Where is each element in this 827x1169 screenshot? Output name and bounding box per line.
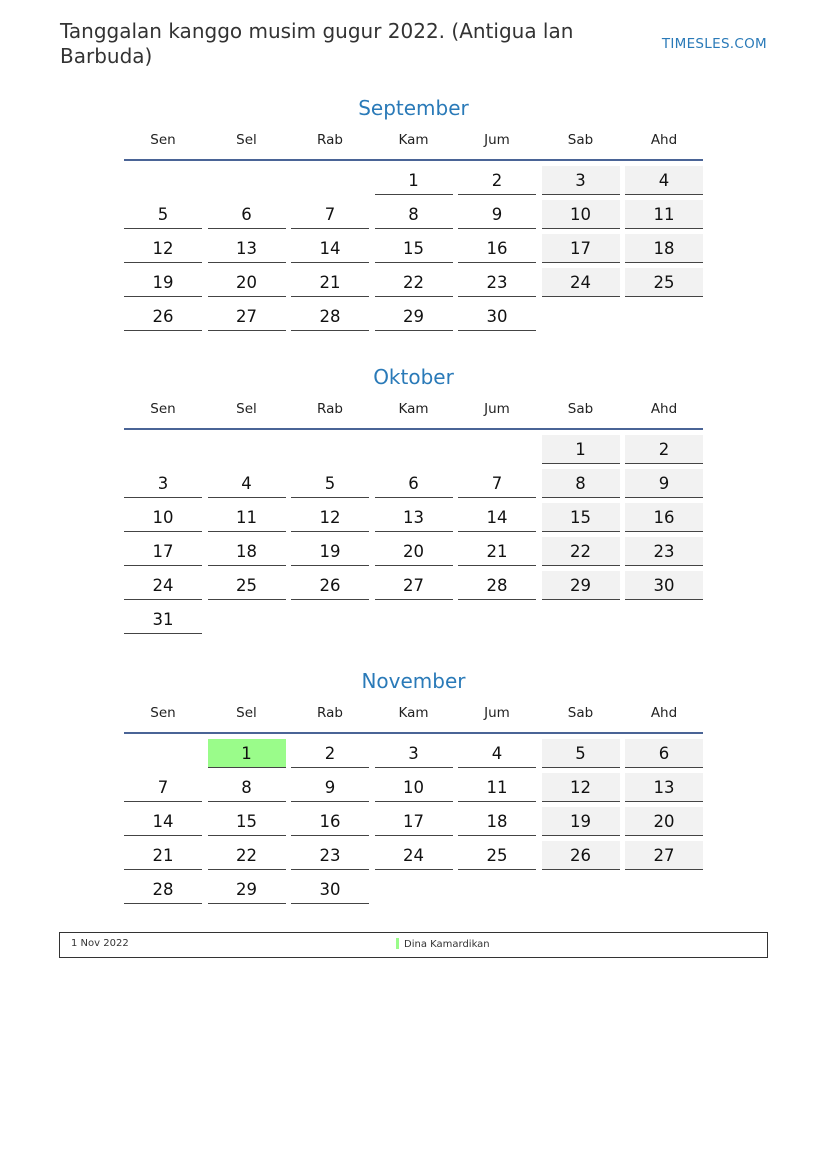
empty-day-cell <box>375 605 453 634</box>
day-cell: 30 <box>291 875 369 904</box>
day-cell: 10 <box>542 200 620 229</box>
weeks-grid <box>124 739 703 904</box>
day-cell: 27 <box>208 302 286 331</box>
day-cell: 28 <box>458 571 536 600</box>
empty-day-cell <box>375 875 453 904</box>
day-cell: 18 <box>208 537 286 566</box>
day-cell: 3 <box>542 166 620 195</box>
weekday-label: Rab <box>317 705 343 721</box>
day-cell: 20 <box>208 268 286 297</box>
day-cell: 24 <box>124 571 202 600</box>
weekday-label: Ahd <box>650 132 678 148</box>
day-cell: 10 <box>375 773 453 802</box>
empty-day-cell <box>458 435 536 464</box>
day-cell: 7 <box>291 200 369 229</box>
month-divider <box>124 159 703 161</box>
weekday-label: Ahd <box>650 705 678 721</box>
week-row <box>124 571 703 600</box>
day-cell: 20 <box>375 537 453 566</box>
day-cell: 24 <box>375 841 453 870</box>
week-row <box>124 503 703 532</box>
weekday-label: Sab <box>567 132 594 148</box>
empty-day-cell <box>124 739 202 768</box>
month-november <box>124 668 703 909</box>
day-cell: 11 <box>625 200 703 229</box>
day-cell: 26 <box>124 302 202 331</box>
day-cell: 26 <box>291 571 369 600</box>
weekday-header <box>124 129 703 151</box>
empty-day-cell <box>291 605 369 634</box>
day-cell: 15 <box>375 234 453 263</box>
week-row <box>124 469 703 498</box>
day-cell: 23 <box>458 268 536 297</box>
week-row <box>124 537 703 566</box>
empty-day-cell <box>458 875 536 904</box>
weekday-label: Sab <box>567 401 594 417</box>
legend-item <box>396 938 490 950</box>
weekday-label: Jum <box>484 132 510 148</box>
empty-day-cell <box>542 875 620 904</box>
weekday-label: Jum <box>484 401 510 417</box>
day-cell: 3 <box>375 739 453 768</box>
day-cell: 18 <box>458 807 536 836</box>
empty-day-cell <box>208 435 286 464</box>
weekday-label: Sen <box>150 132 176 148</box>
weeks-grid <box>124 435 703 634</box>
day-cell: 29 <box>542 571 620 600</box>
day-cell: 14 <box>291 234 369 263</box>
day-cell: 11 <box>458 773 536 802</box>
legend-swatch <box>396 938 399 949</box>
empty-day-cell <box>208 166 286 195</box>
legend-holiday-name: Dina Kamardikan <box>404 939 490 950</box>
day-cell: 9 <box>291 773 369 802</box>
day-cell: 21 <box>458 537 536 566</box>
weekday-label: Sen <box>150 705 176 721</box>
weekday-label: Kam <box>398 401 429 417</box>
day-cell: 22 <box>375 268 453 297</box>
month-title: November <box>361 669 466 693</box>
day-cell: 7 <box>458 469 536 498</box>
day-cell: 31 <box>124 605 202 634</box>
day-cell: 1 <box>375 166 453 195</box>
holiday-legend <box>59 932 768 958</box>
day-cell: 23 <box>291 841 369 870</box>
weekday-label: Sel <box>236 401 257 417</box>
day-cell: 4 <box>625 166 703 195</box>
weekday-header <box>124 398 703 420</box>
day-cell: 25 <box>625 268 703 297</box>
day-cell: 16 <box>291 807 369 836</box>
day-cell: 30 <box>458 302 536 331</box>
empty-day-cell <box>124 435 202 464</box>
day-cell: 25 <box>208 571 286 600</box>
day-cell: 4 <box>208 469 286 498</box>
legend-date: 1 Nov 2022 <box>71 938 129 949</box>
week-row <box>124 166 703 195</box>
day-cell: 17 <box>124 537 202 566</box>
day-cell: 9 <box>625 469 703 498</box>
month-oktober <box>124 364 703 639</box>
day-cell: 4 <box>458 739 536 768</box>
empty-day-cell <box>291 435 369 464</box>
day-cell: 27 <box>375 571 453 600</box>
empty-day-cell <box>625 605 703 634</box>
day-cell: 12 <box>542 773 620 802</box>
day-cell: 13 <box>208 234 286 263</box>
day-cell: 13 <box>375 503 453 532</box>
weekday-label: Jum <box>484 705 510 721</box>
day-cell: 29 <box>208 875 286 904</box>
day-cell: 14 <box>124 807 202 836</box>
empty-day-cell <box>124 166 202 195</box>
day-cell: 12 <box>291 503 369 532</box>
day-cell: 1 <box>208 739 286 768</box>
day-cell: 7 <box>124 773 202 802</box>
weekday-label: Sen <box>150 401 176 417</box>
day-cell: 12 <box>124 234 202 263</box>
day-cell: 9 <box>458 200 536 229</box>
week-row <box>124 200 703 229</box>
weekday-label: Sel <box>236 705 257 721</box>
day-cell: 28 <box>291 302 369 331</box>
day-cell: 19 <box>291 537 369 566</box>
month-divider <box>124 428 703 430</box>
day-cell: 19 <box>542 807 620 836</box>
month-september <box>124 95 703 336</box>
weekday-label: Kam <box>398 705 429 721</box>
day-cell: 27 <box>625 841 703 870</box>
page-title: Tanggalan kanggo musim gugur 2022. (Antigua lan Barbuda) <box>60 19 574 68</box>
day-cell: 1 <box>542 435 620 464</box>
day-cell: 24 <box>542 268 620 297</box>
week-row <box>124 605 703 634</box>
day-cell: 6 <box>375 469 453 498</box>
day-cell: 8 <box>375 200 453 229</box>
day-cell: 18 <box>625 234 703 263</box>
day-cell: 26 <box>542 841 620 870</box>
month-title: September <box>358 96 469 120</box>
day-cell: 17 <box>542 234 620 263</box>
empty-day-cell <box>625 302 703 331</box>
day-cell: 17 <box>375 807 453 836</box>
day-cell: 8 <box>542 469 620 498</box>
weekday-label: Sab <box>567 705 594 721</box>
empty-day-cell <box>542 302 620 331</box>
day-cell: 2 <box>625 435 703 464</box>
day-cell: 8 <box>208 773 286 802</box>
empty-day-cell <box>291 166 369 195</box>
week-row <box>124 875 703 904</box>
day-cell: 5 <box>291 469 369 498</box>
week-row <box>124 302 703 331</box>
day-cell: 2 <box>458 166 536 195</box>
day-cell: 21 <box>124 841 202 870</box>
month-divider <box>124 732 703 734</box>
weekday-label: Rab <box>317 401 343 417</box>
week-row <box>124 807 703 836</box>
week-row <box>124 234 703 263</box>
day-cell: 23 <box>625 537 703 566</box>
day-cell: 10 <box>124 503 202 532</box>
day-cell: 13 <box>625 773 703 802</box>
month-title: Oktober <box>373 365 454 389</box>
day-cell: 28 <box>124 875 202 904</box>
weeks-grid <box>124 166 703 331</box>
day-cell: 5 <box>542 739 620 768</box>
weekday-label: Kam <box>398 132 429 148</box>
empty-day-cell <box>208 605 286 634</box>
week-row <box>124 268 703 297</box>
day-cell: 29 <box>375 302 453 331</box>
weekday-label: Rab <box>317 132 343 148</box>
day-cell: 16 <box>625 503 703 532</box>
day-cell: 15 <box>542 503 620 532</box>
weekday-label: Sel <box>236 132 257 148</box>
week-row <box>124 739 703 768</box>
day-cell: 11 <box>208 503 286 532</box>
day-cell: 5 <box>124 200 202 229</box>
day-cell: 22 <box>208 841 286 870</box>
empty-day-cell <box>375 435 453 464</box>
day-cell: 6 <box>625 739 703 768</box>
day-cell: 21 <box>291 268 369 297</box>
empty-day-cell <box>542 605 620 634</box>
day-cell: 25 <box>458 841 536 870</box>
day-cell: 14 <box>458 503 536 532</box>
empty-day-cell <box>625 875 703 904</box>
site-link[interactable]: TIMESLES.COM <box>661 36 767 52</box>
week-row <box>124 435 703 464</box>
day-cell: 6 <box>208 200 286 229</box>
day-cell: 20 <box>625 807 703 836</box>
weekday-label: Ahd <box>650 401 678 417</box>
day-cell: 19 <box>124 268 202 297</box>
week-row <box>124 841 703 870</box>
week-row <box>124 773 703 802</box>
day-cell: 3 <box>124 469 202 498</box>
day-cell: 15 <box>208 807 286 836</box>
day-cell: 16 <box>458 234 536 263</box>
day-cell: 22 <box>542 537 620 566</box>
empty-day-cell <box>458 605 536 634</box>
day-cell: 2 <box>291 739 369 768</box>
day-cell: 30 <box>625 571 703 600</box>
weekday-header <box>124 702 703 724</box>
